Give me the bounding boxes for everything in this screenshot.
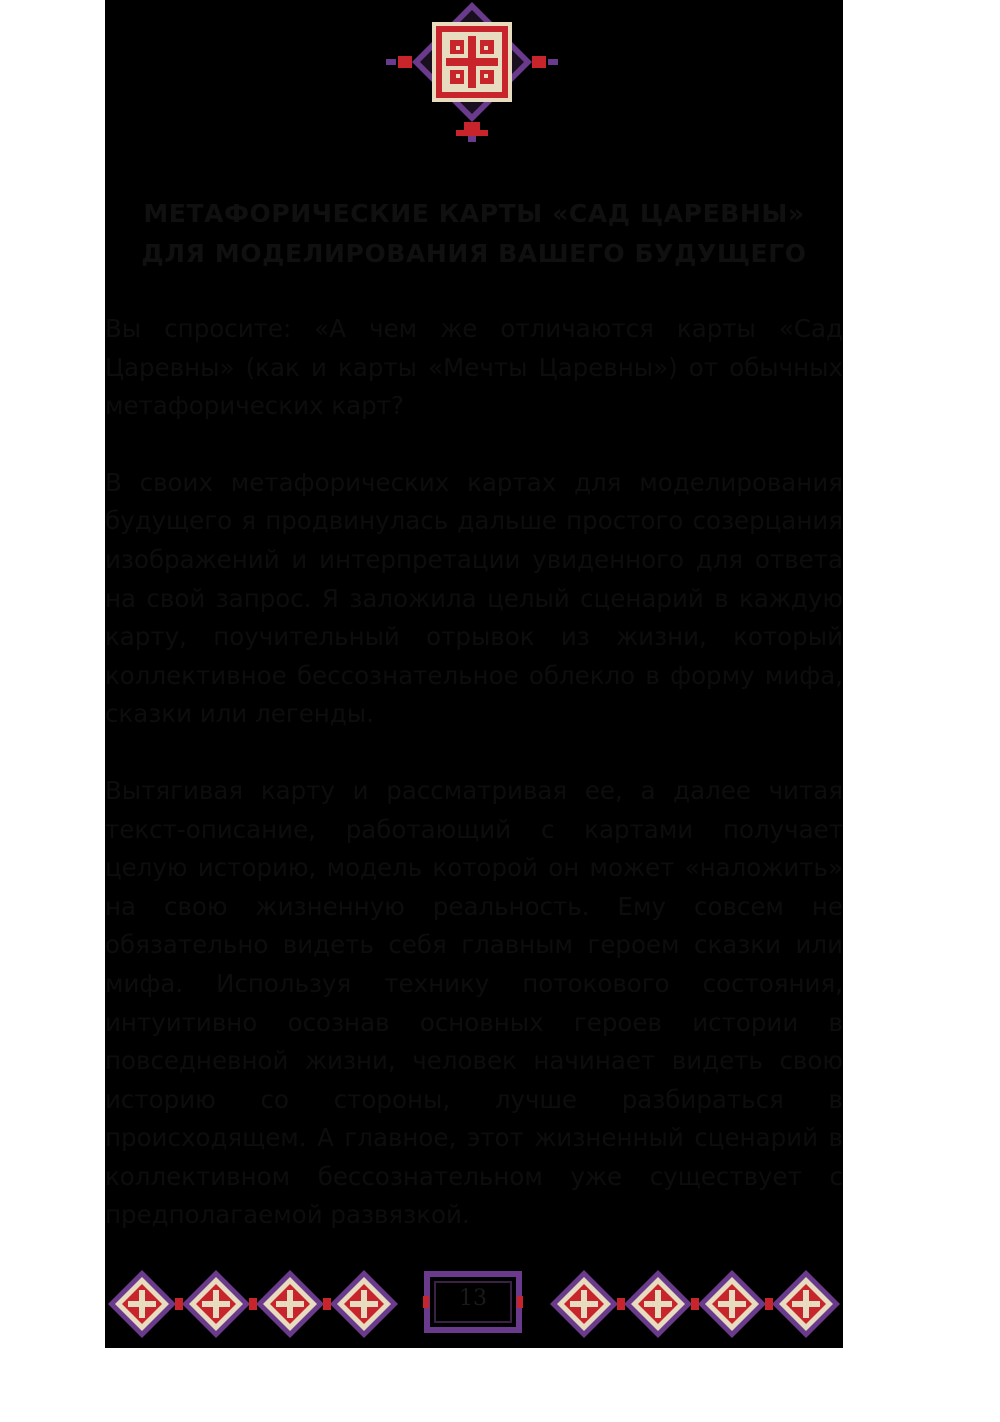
- top-ornament-icon: [381, 0, 563, 142]
- bottom-ornament-left-icon: [105, 1265, 401, 1343]
- title-line-1: МЕТАФОРИЧЕСКИЕ КАРТЫ «САД ЦАРЕВНЫ»: [143, 199, 805, 228]
- paragraph: В своих метафорических картах для моделирования будущего я продвинулась дальше простого созерцания изображений и интерпретации увиденного для ответа на свой запрос. Я заложила целый сценарий в каждую карту, поучительный отрывок из жизни, который коллективное бессознательное облекло в форму мифа, сказки или легенды.: [105, 467, 843, 729]
- body-text: [105, 310, 843, 1273]
- page-title: [105, 194, 843, 274]
- page-number: 13: [459, 1286, 487, 1311]
- title-line-2: ДЛЯ МОДЕЛИРОВАНИЯ ВАШЕГО БУДУЩЕГО: [141, 239, 807, 268]
- paragraph: Вы спросите: «А чем же отличаются карты «Сад Царевны» (как и карты «Мечты Царевны») от обычных метафорических карт?: [105, 314, 843, 421]
- paragraph: Вытягивая карту и рассматривая ее, а далее читая текст-описание, работающий с картами получает целую историю, модель которой он может «наложить» на свою жизненную реальность. Ему совсем не обязательно видеть себя главным героем сказки или мифа. Используя технику потокового состояния, интуитивно осознав основных героев истории в повседневной жизни, человек начинает видеть свою историю со стороны, лучше разбираться в происходящем. А главное, этот жизненный сценарий в коллективном бессознательном уже существует с предполагаемой развязкой.: [105, 775, 843, 1230]
- page: [105, 0, 843, 1348]
- bottom-ornament-right-icon: [547, 1265, 843, 1343]
